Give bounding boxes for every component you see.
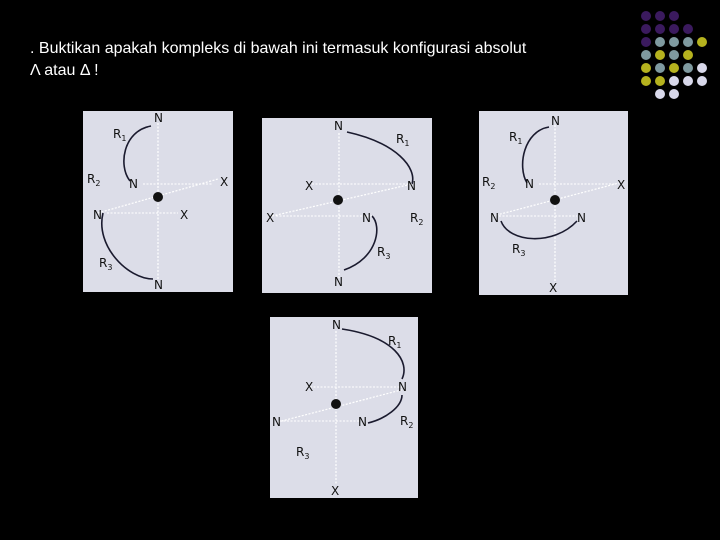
dot-row-5 [641, 63, 707, 73]
decorative-dot-grid [640, 10, 720, 110]
ligand-n-left: N [129, 177, 138, 191]
ligand-x-right: X [220, 175, 229, 189]
r1-label: $R_1$ [509, 130, 523, 146]
r1-label: $R_1$ [113, 127, 127, 143]
question-line-1: . Buktikan apakah kompleks di bawah ini termasuk konfigurasi absolut [30, 40, 527, 57]
ligand-n-bottom: N [334, 275, 343, 289]
dot-row-1 [641, 11, 679, 21]
ligand-n-right: N [398, 380, 407, 394]
ligand-x-right: X [617, 178, 626, 192]
complex-panel-4 [270, 317, 418, 498]
complex-panel-2 [262, 118, 432, 293]
ligand-n-middle: N [362, 211, 371, 225]
ligand-n-left: N [525, 177, 534, 191]
complex-panel-1 [83, 111, 233, 292]
ligand-n-bottom: N [154, 278, 163, 292]
r2-label: $R_2$ [400, 414, 414, 430]
metal-center-dot [333, 195, 343, 205]
ligand-n-middle: N [358, 415, 367, 429]
question-text [30, 38, 630, 82]
ligand-n-top: N [551, 114, 560, 128]
ligand-n-right: N [407, 179, 416, 193]
ligand-x-lower: X [180, 208, 189, 222]
ligand-x-left: X [266, 211, 275, 225]
ligand-n-left: N [272, 415, 281, 429]
metal-center-dot [331, 399, 341, 409]
ligand-n-lower-right: N [577, 211, 586, 225]
ligand-x-upper: X [305, 380, 314, 394]
r3-label: $R_3$ [296, 445, 310, 461]
metal-center-dot [153, 192, 163, 202]
metal-center-dot [550, 195, 560, 205]
dot-row-2 [641, 24, 693, 34]
dot-row-4 [641, 50, 693, 60]
r2-label: $R_2$ [482, 175, 496, 191]
ligand-n-top: N [334, 119, 343, 133]
r1-label: $R_1$ [388, 334, 402, 350]
r3-label: $R_3$ [99, 256, 113, 272]
ligand-n-top: N [332, 318, 341, 332]
r2-label: $R_2$ [410, 211, 424, 227]
ligand-n-top: N [154, 111, 163, 125]
dot-row-3 [641, 37, 707, 47]
dot-row-7 [655, 89, 679, 99]
r2-label: $R_2$ [87, 172, 101, 188]
r3-label: $R_3$ [512, 242, 526, 258]
question-line-2: Λ atau Δ ! [30, 62, 99, 79]
complex-panel-3 [479, 111, 628, 295]
dot-row-6 [641, 76, 707, 86]
ligand-n-lower-left: N [93, 208, 102, 222]
ligand-x-bottom: X [331, 484, 340, 498]
ligand-x-upper: X [305, 179, 314, 193]
ligand-n-lower-left: N [490, 211, 499, 225]
r1-label: $R_1$ [396, 132, 410, 148]
r3-label: $R_3$ [377, 245, 391, 261]
ligand-x-bottom: X [549, 281, 558, 295]
